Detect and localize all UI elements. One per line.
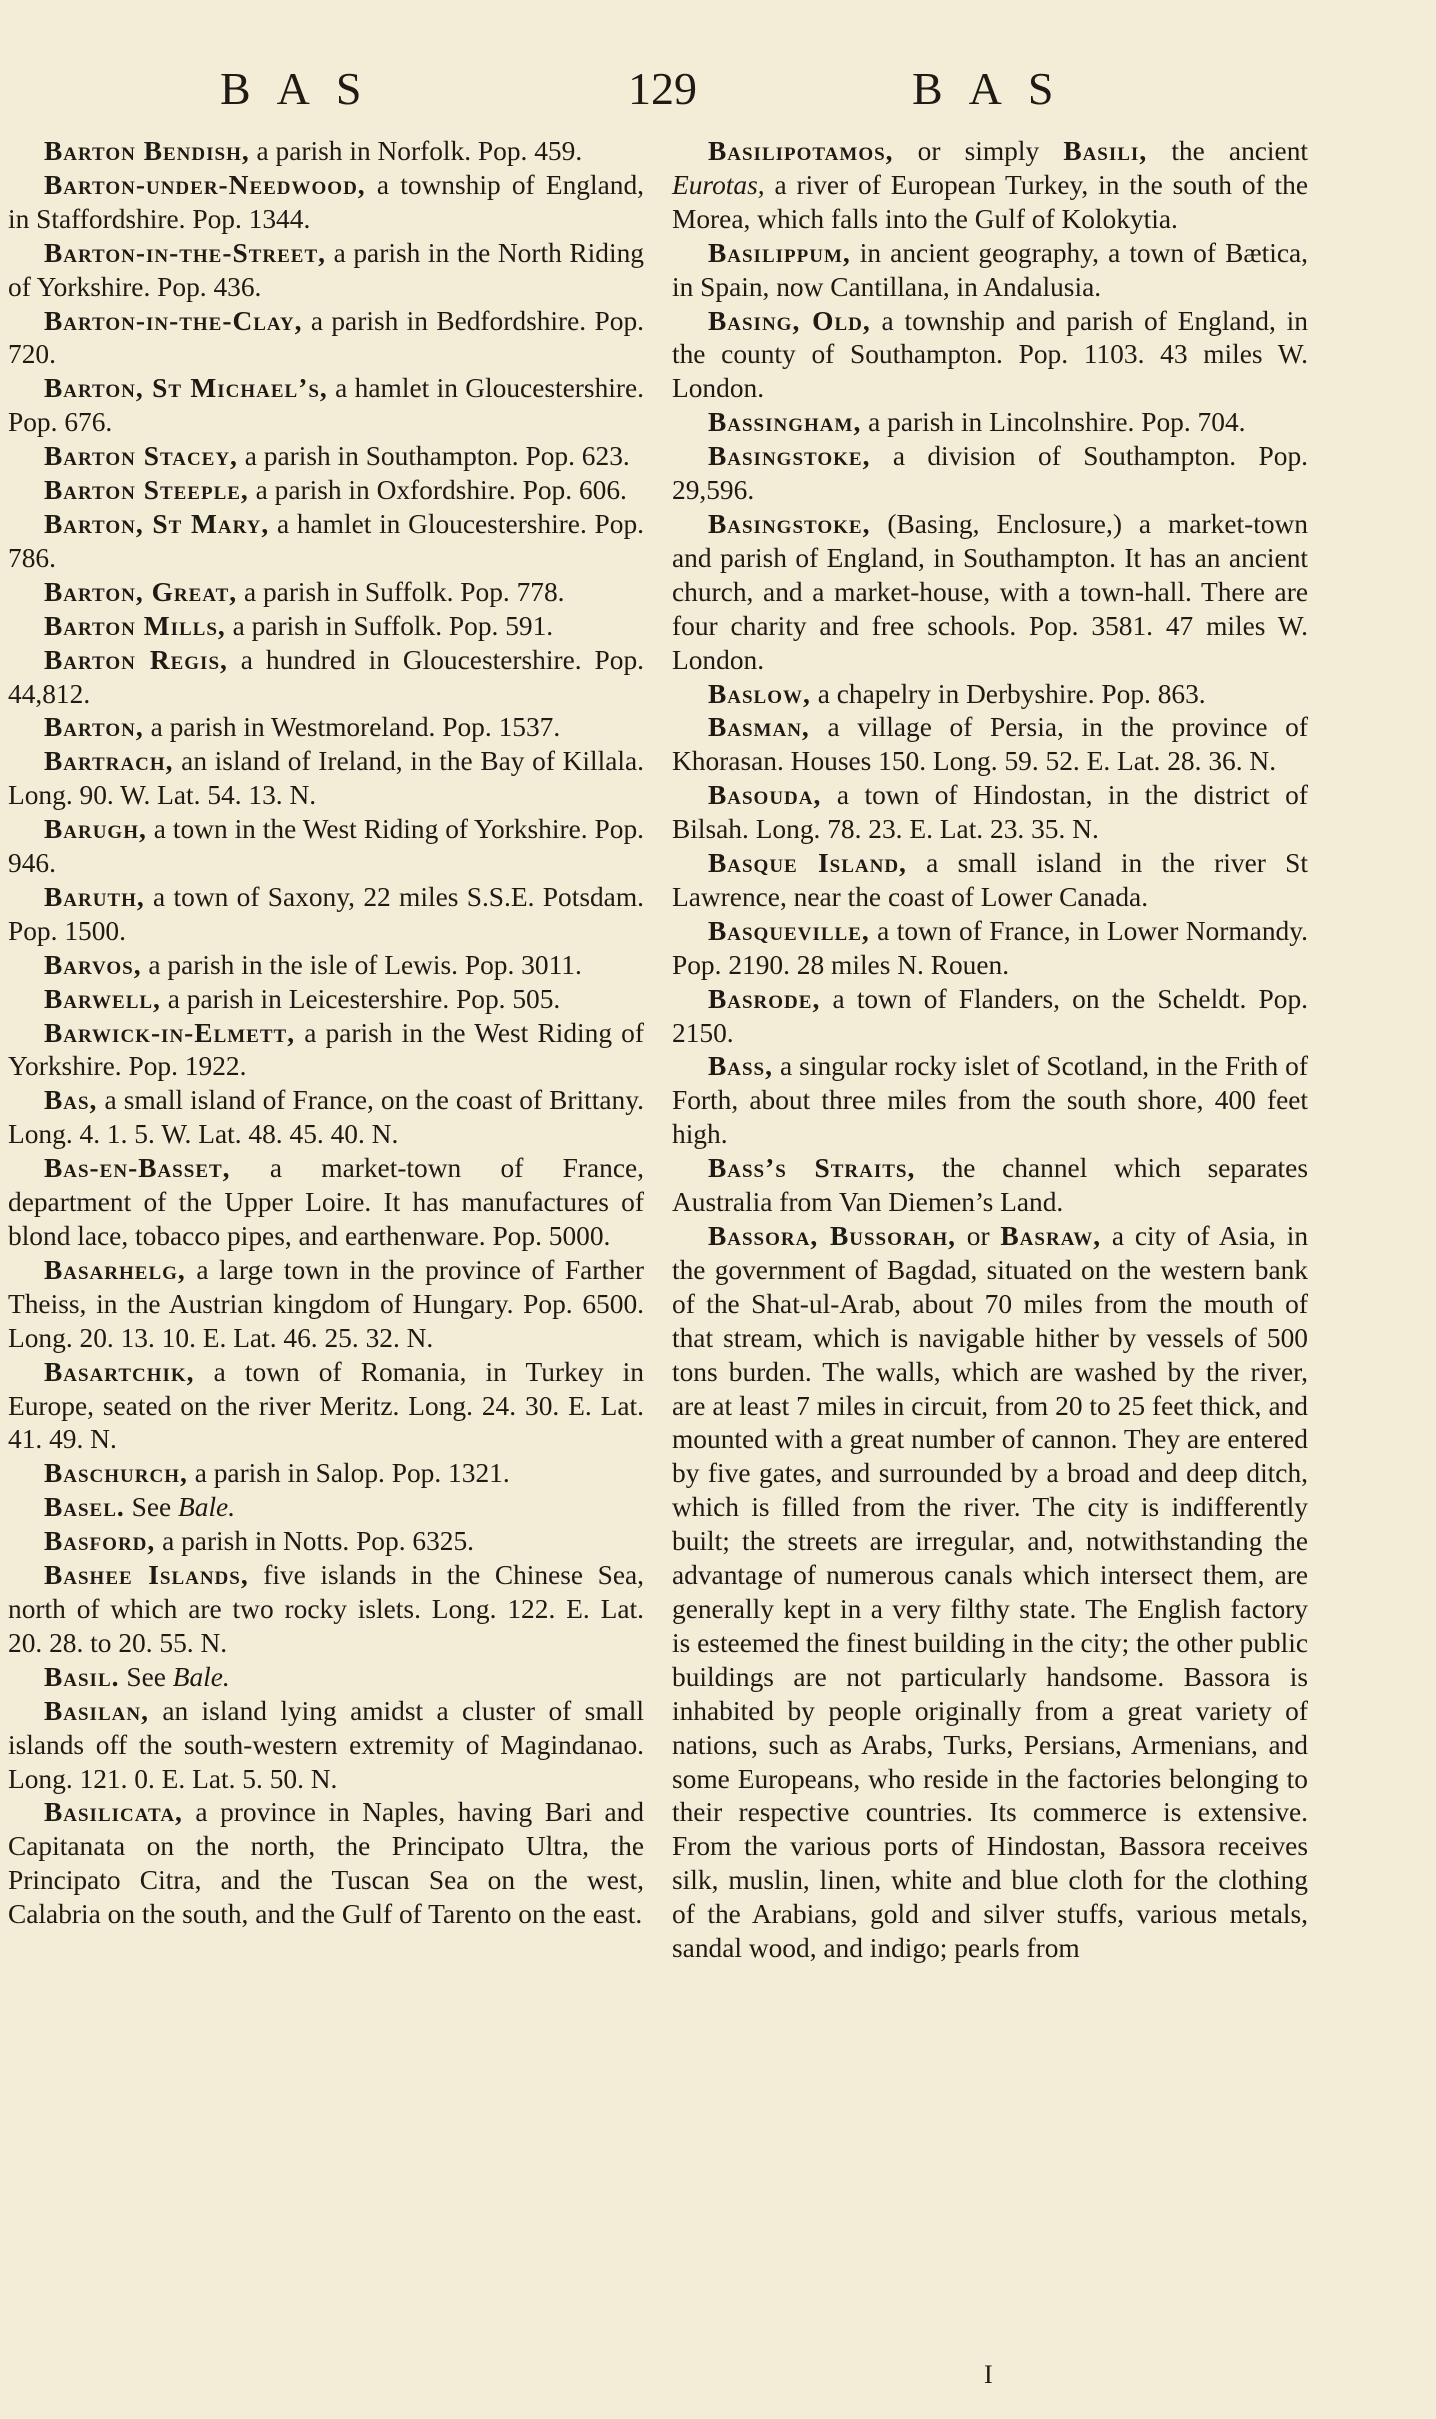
dictionary-entry	[672, 135, 1308, 237]
entry-headword: Barugh,	[44, 814, 147, 845]
entry-headword: Bass’s Straits,	[708, 1153, 916, 1184]
entry-text: a parish in Salop. Pop. 1321.	[187, 1458, 510, 1489]
dictionary-entry	[672, 779, 1308, 847]
dictionary-entry	[8, 813, 644, 881]
dictionary-entry	[8, 1491, 644, 1525]
entry-text: a city of Asia, in the government of Bagdad, situated on the western bank of the Shat-ul-Arab, about 70 miles from the mouth of that stream, which is navigable hither by vessels of 500 tons burden. The walls, which are washed by the river, are at least 7 miles in circuit, from 20 to 25 feet thick, and mounted with a great number of cannon. They are entered by five gates, and surrounded by a broad and deep ditch, which is filled from the river. The city is indifferently built; the streets are irregular, and, notwithstanding the advantage of numerous canals which intersect them, are generally kept in a very filthy state. The English factory is esteemed the finest building in the city; the other public buildings are not particularly handsome. Bassora is inhabited by people originally from a great variety of nations, such as Arabs, Turks, Persians, Armenians, and some Europeans, who reside in the factories belonging to their respective countries. Its commerce is extensive. From the various ports of Hindostan, Bassora receives silk, muslin, linen, white and blue cloth for the clothing of the Arabians, gold and silver stuffs, various metals, sandal wood, and indigo; pearls from	[672, 1221, 1309, 1964]
entry-text: a province in Naples, having Bari and Capitanata on the north, the Principato Ultra, the Principato Citra, and the Tuscan Sea on the west, Calabria on the south, and the Gulf of Tarento on the east.	[8, 1797, 644, 1930]
dictionary-entry	[8, 949, 644, 983]
entry-text: five islands in the Chinese Sea, north of which are two rocky islets. Long. 122. E. Lat. 20. 28. to 20. 55. N.	[8, 1560, 644, 1658]
entry-text: the ancient	[1147, 136, 1308, 166]
dictionary-entry	[8, 576, 644, 610]
dictionary-entry	[672, 305, 1308, 407]
entry-headword: Baslow,	[708, 678, 811, 709]
dictionary-entry	[8, 1254, 644, 1356]
dictionary-entry	[8, 745, 644, 813]
entry-headword: Basque Island,	[708, 848, 907, 879]
entry-headword: Barwell,	[44, 983, 161, 1014]
dictionary-entry	[672, 1220, 1308, 1966]
dictionary-entry	[8, 1796, 644, 1932]
dictionary-entry	[8, 474, 644, 508]
entry-headword-alt: Basraw,	[1000, 1221, 1102, 1251]
dictionary-entry	[672, 1152, 1308, 1220]
entry-headword: Barton Stacey,	[44, 441, 238, 472]
entry-text: a township and parish of England, in the county of Southampton. Pop. 1103. 43 miles W. London.	[672, 305, 1308, 404]
dictionary-entry	[672, 237, 1308, 305]
entry-headword: Bassingham,	[708, 407, 862, 438]
entry-headword: Basing, Old,	[708, 305, 871, 336]
dictionary-entry	[672, 915, 1308, 983]
entry-text: or simply	[893, 136, 1064, 166]
entry-headword: Barton, St Michael’s,	[44, 373, 328, 404]
dictionary-entry	[8, 644, 644, 712]
entry-text: in ancient geography, a town of Bætica, in Spain, now Cantillana, in Andalusia.	[672, 237, 1308, 302]
entry-headword: Basrode,	[708, 983, 821, 1014]
dictionary-entry	[672, 711, 1308, 779]
header-left-word: BAS	[220, 63, 388, 114]
entry-text: an island of Ireland, in the Bay of Killala. Long. 90. W. Lat. 54. 13. N.	[8, 746, 644, 811]
entry-headword: Barton Bendish,	[44, 136, 250, 166]
entry-headword: Basingstoke,	[708, 508, 871, 539]
entry-headword: Barton, Great,	[44, 576, 238, 607]
entry-text: a town of Saxony, 22 miles S.S.E. Potsdam. Pop. 1500.	[8, 881, 644, 946]
entry-headword: Basel.	[44, 1492, 125, 1523]
dictionary-entry	[8, 440, 644, 474]
entry-text: a township of England, in Staffordshire. Pop. 1344.	[8, 169, 644, 234]
page-number: 129	[628, 63, 697, 114]
entry-headword: Barwick-in-Elmett,	[44, 1017, 296, 1048]
header-right-word: BAS	[912, 63, 1080, 114]
entry-text: a parish in Norfolk. Pop. 459.	[249, 136, 583, 166]
entry-text: or	[955, 1221, 1001, 1251]
dictionary-entry	[8, 1695, 644, 1797]
entry-headword: Basilan,	[44, 1695, 149, 1726]
dictionary-entry	[672, 508, 1308, 678]
dictionary-entry	[672, 983, 1308, 1051]
entry-text: a hamlet in Gloucestershire. Pop. 786.	[8, 508, 644, 573]
entry-text: a town of France, in Lower Normandy. Pop. 2190. 28 miles N. Rouen.	[672, 915, 1308, 980]
entry-text: a river of European Turkey, in the south of the Morea, which falls into the Gulf of Kolokytia.	[672, 169, 1308, 234]
entry-headword: Barton, St Mary,	[44, 508, 270, 539]
entry-text: a hundred in Gloucestershire. Pop. 44,812.	[8, 644, 644, 709]
entry-headword: Basingstoke,	[708, 441, 871, 472]
running-header	[0, 62, 1436, 122]
dictionary-entry	[8, 237, 644, 305]
entry-text: a parish in Lincolnshire. Pop. 704.	[861, 407, 1246, 438]
entry-headword: Basouda,	[708, 780, 822, 811]
entry-italic: Bale.	[172, 1661, 230, 1692]
entry-headword: Bashee Islands,	[44, 1560, 249, 1591]
entry-text: a parish in Leicestershire. Pop. 505.	[160, 983, 561, 1014]
dictionary-entry	[8, 169, 644, 237]
dictionary-entry	[8, 1084, 644, 1152]
entry-headword: Basqueville,	[708, 915, 870, 946]
entry-headword: Bass,	[708, 1051, 773, 1082]
entry-text: a town of Romania, in Turkey in Europe, seated on the river Meritz. Long. 24. 30. E. Lat. 41. 49. N.	[8, 1356, 644, 1455]
left-column	[8, 135, 644, 1932]
entry-headword: Bartrach,	[44, 746, 174, 777]
right-column	[672, 135, 1308, 1966]
dictionary-entry	[8, 1457, 644, 1491]
dictionary-entry	[8, 881, 644, 949]
entry-headword: Basman,	[708, 712, 810, 743]
entry-text: a small island in the river St Lawrence, near the coast of Lower Canada.	[672, 848, 1308, 912]
dictionary-entry	[8, 610, 644, 644]
dictionary-entry	[672, 440, 1308, 508]
entry-headword-alt: Basili,	[1063, 136, 1148, 166]
entry-text: a parish in Suffolk. Pop. 778.	[237, 576, 565, 607]
entry-text: an island lying amidst a cluster of small islands off the south-western extremity of Magindanao. Long. 121. 0. E. Lat. 5. 50. N.	[8, 1695, 644, 1794]
entry-text: a chapelry in Derbyshire. Pop. 863.	[810, 678, 1206, 709]
dictionary-entry	[672, 847, 1308, 915]
entry-text: a division of Southampton. Pop. 29,596.	[672, 441, 1308, 506]
dictionary-entry	[8, 372, 644, 440]
entry-headword: Basilipotamos,	[708, 136, 894, 166]
entry-text: See	[124, 1492, 179, 1523]
signature-mark: I	[984, 2360, 993, 2389]
entry-headword: Barton Regis,	[44, 644, 228, 675]
entry-text: (Basing, Enclosure,) a market-town and parish of England, in Southampton. It has an ancient church, and a market-house, with a town-hall. There are four charity and free schools. Pop. 3581. 47 miles W. London.	[672, 508, 1308, 675]
entry-italic: Eurotas,	[672, 169, 765, 200]
dictionary-entry	[672, 1050, 1308, 1152]
dictionary-entry	[672, 406, 1308, 440]
entry-text: a parish in Southampton. Pop. 623.	[237, 441, 630, 472]
entry-headword: Barton-in-the-Street,	[44, 237, 326, 268]
dictionary-entry	[8, 1559, 644, 1661]
dictionary-entry	[672, 678, 1308, 712]
entry-headword: Barvos,	[44, 949, 142, 980]
entry-text: a town of Flanders, on the Scheldt. Pop. 2150.	[672, 983, 1308, 1048]
entry-headword: Bas,	[44, 1085, 98, 1116]
entry-text: the channel which separates Australia from Van Diemen’s Land.	[672, 1153, 1308, 1218]
entry-text: a town in the West Riding of Yorkshire. Pop. 946.	[8, 814, 644, 879]
entry-headword: Barton Steeple,	[44, 475, 249, 506]
entry-text: a singular rocky islet of Scotland, in the Frith of Forth, about three miles from the south shore, 400 feet high.	[672, 1051, 1308, 1150]
entry-text: a small island of France, on the coast of Brittany. Long. 4. 1. 5. W. Lat. 48. 45. 40. N.	[8, 1085, 644, 1150]
entry-headword: Bassora, Bussorah,	[708, 1221, 956, 1251]
entry-text: a parish in the isle of Lewis. Pop. 3011.	[141, 949, 582, 980]
entry-text: a parish in the West Riding of Yorkshire. Pop. 1922.	[8, 1017, 644, 1082]
dictionary-entry	[8, 1152, 644, 1254]
dictionary-entry	[8, 1356, 644, 1458]
entry-text: a village of Persia, in the province of Khorasan. Houses 150. Long. 59. 52. E. Lat. 28. 36. N.	[672, 712, 1308, 777]
entry-text: a large town in the province of Farther Theiss, in the Austrian kingdom of Hungary. Pop. 6500. Long. 20. 13. 10. E. Lat. 46. 25. 32. N.	[8, 1254, 644, 1353]
dictionary-entry	[8, 983, 644, 1017]
entry-text: See	[119, 1661, 173, 1692]
entry-text: a parish in Notts. Pop. 6325.	[155, 1526, 475, 1557]
entry-headword: Barton-under-Needwood,	[44, 169, 366, 200]
entry-text: a hamlet in Gloucestershire. Pop. 676.	[8, 373, 645, 438]
entry-text: a market-town of France, department of the Upper Loire. It has manufactures of blond lace, tobacco pipes, and earthenware. Pop. 5000.	[8, 1153, 644, 1251]
dictionary-entry	[8, 1017, 644, 1085]
dictionary-entry	[8, 135, 644, 169]
entry-text: a parish in Westmoreland. Pop. 1537.	[143, 712, 561, 743]
entry-headword: Basil.	[44, 1661, 120, 1692]
entry-headword: Bas-en-Basset,	[44, 1153, 231, 1184]
entry-headword: Basford,	[44, 1526, 156, 1557]
entry-headword: Basilippum,	[708, 237, 851, 268]
entry-headword: Barton Mills,	[44, 610, 226, 641]
dictionary-entry	[8, 508, 644, 576]
dictionary-entry	[8, 305, 644, 373]
entry-headword: Basartchik,	[44, 1356, 195, 1387]
entry-text: a parish in Oxfordshire. Pop. 606.	[248, 475, 627, 506]
entry-headword: Basilicata,	[44, 1797, 183, 1828]
entry-text: a town of Hindostan, in the district of Bilsah. Long. 78. 23. E. Lat. 23. 35. N.	[672, 780, 1308, 845]
entry-text: a parish in Bedfordshire. Pop. 720.	[8, 305, 644, 370]
entry-text: a parish in Suffolk. Pop. 591.	[225, 610, 554, 641]
entry-headword: Basarhelg,	[44, 1254, 186, 1285]
dictionary-entry	[8, 1661, 644, 1695]
entry-text: a parish in the North Riding of Yorkshire. Pop. 436.	[8, 237, 644, 302]
dictionary-entry	[8, 1525, 644, 1559]
entry-headword: Baschurch,	[44, 1458, 188, 1489]
entry-headword: Barton,	[44, 712, 144, 743]
entry-headword: Barton-in-the-Clay,	[44, 305, 303, 336]
entry-italic: Bale.	[178, 1492, 236, 1523]
dictionary-entry	[8, 711, 644, 745]
entry-headword: Baruth,	[44, 881, 145, 912]
